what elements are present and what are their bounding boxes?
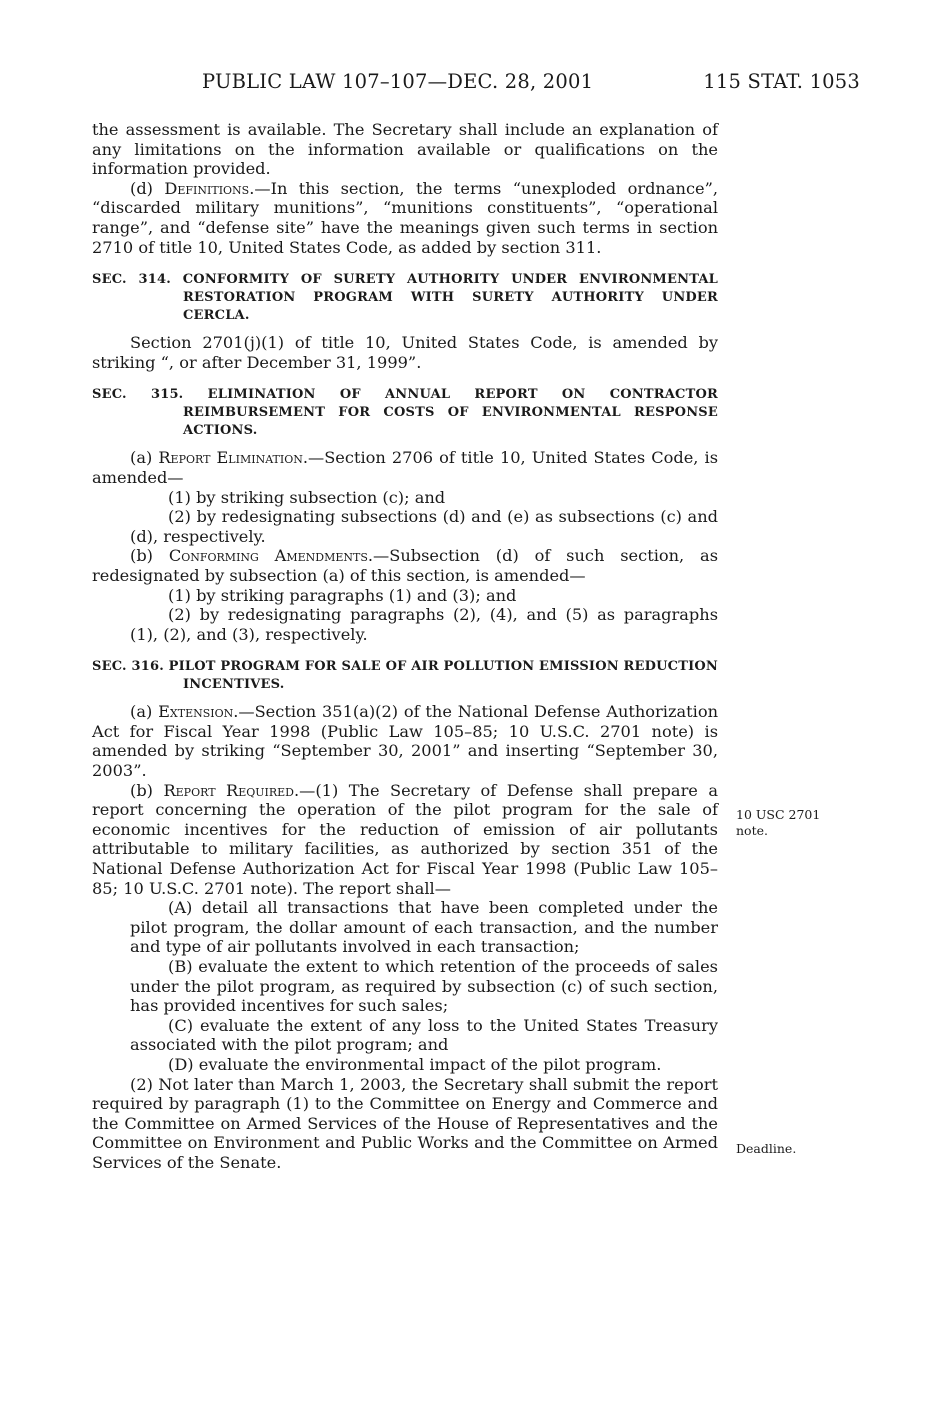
sec316-subsection-b-paragraph-2: (2) Not later than March 1, 2003, the Secretary shall submit the report required by paragraph (1) to the Committee on Energy and Commerce and the Committee on Armed Services of the House of Representatives and the Committee on Environment and Public Works and the Committee on Armed Services of the Senate. [92,1074,718,1172]
sec315-subsection-b: (b) Conforming Amendments.—Subsection (d) of such section, as redesignated by subsection (a) of this section, is amended— [92,546,719,585]
sec316-heading: SEC. 316. PILOT PROGRAM FOR SALE OF AIR POLLUTION EMISSION REDUCTION INCENTIVES. [92,659,718,693]
list-item: (2) by redesignating paragraphs (2), (4), and (5) as paragraphs (1), (2), and (3), respectively. [130,605,718,644]
list-item: (1) by striking subsection (c); and [168,487,446,507]
list-item: (B) evaluate the extent to which retention of the proceeds of sales under the pilot program, as required by subsection (c) of such section, has provided incentives for such sales; [130,957,718,1016]
list-item: (1) by striking paragraphs (1) and (3); and [168,585,517,605]
page-header [92,70,860,100]
sec316-subsection-b: (b) Report Required.—(1) The Secretary of Defense shall prepare a report concerning the operation of the pilot program for the sale of economic incentives for the reduction of emission of air pollutants attributable to military facilities, as authorized by section 351 of the National Defense Authorization Act for Fiscal Year 1998 (Public Law 105–85; 10 U.S.C. 2701 note). The report shall— [92,780,719,898]
subsection-heading: Report Elimination. [158,448,309,468]
header-title: PUBLIC LAW 107–107—DEC. 28, 2001 [202,70,594,93]
list-item: (2) by redesignating subsections (d) and (e) as subsections (c) and (d), respectively. [130,507,718,546]
subsection-heading: Conforming Amendments. [168,546,374,566]
list-item: (A) detail all transactions that have been completed under the pilot program, the dollar amount of each transaction, and the number and type of air pollutants involved in each transaction; [130,898,718,957]
body-text [92,120,718,1173]
sec316-subsection-a: (a) Extension.—Section 351(a)(2) of the National Defense Authorization Act for Fiscal Year 1998 (Public Law 105–85; 10 U.S.C. 2701 note) is amended by striking “September 30, 2001” and inserting “September 30, 2003”. [92,702,718,781]
subsection-heading: Extension. [158,702,239,722]
subsection-heading: Definitions. [164,178,255,198]
sec314-text: Section 2701(j)(1) of title 10, United States Code, is amended by striking “, or after December 31, 1999”. [92,333,718,372]
sec314-heading: SEC. 314. CONFORMITY OF SURETY AUTHORITY UNDER ENVIRONMENTAL RESTORATION PROGRAM WITH SURETY AUTHORITY UNDER CERCLA. [92,272,718,324]
margin-note-usc: 10 USC 2701 note. [736,807,821,838]
subsection-heading: Report Required. [163,780,300,800]
list-item: (C) evaluate the extent of any loss to the United States Treasury associated with the pilot program; and [130,1015,718,1055]
list-item: (D) evaluate the environmental impact of the pilot program. [168,1054,662,1074]
sec315-heading: SEC. 315. ELIMINATION OF ANNUAL REPORT ON CONTRACTOR REIMBURSEMENT FOR COSTS OF ENVIRONMENTAL RESPONSE ACTIONS. [92,387,718,439]
sec315-subsection-a: (a) Report Elimination.—Section 2706 of title 10, United States Code, is amended— [92,448,718,487]
sec313-subsection-d: (d) Definitions.—In this section, the terms “unexploded ordnance”, “discarded military munitions”, “munitions constituents”, “operational range”, and “defense site” have the meanings given such terms in section 2710 of title 10, United States Code, as added by section 311. [92,178,719,257]
header-stat-citation: 115 STAT. 1053 [703,70,860,93]
margin-note-deadline: Deadline. [736,1141,797,1156]
continuation-paragraph: the assessment is available. The Secretary shall include an explanation of any limitations on the information available or qualifications on the information provided. [92,120,718,179]
